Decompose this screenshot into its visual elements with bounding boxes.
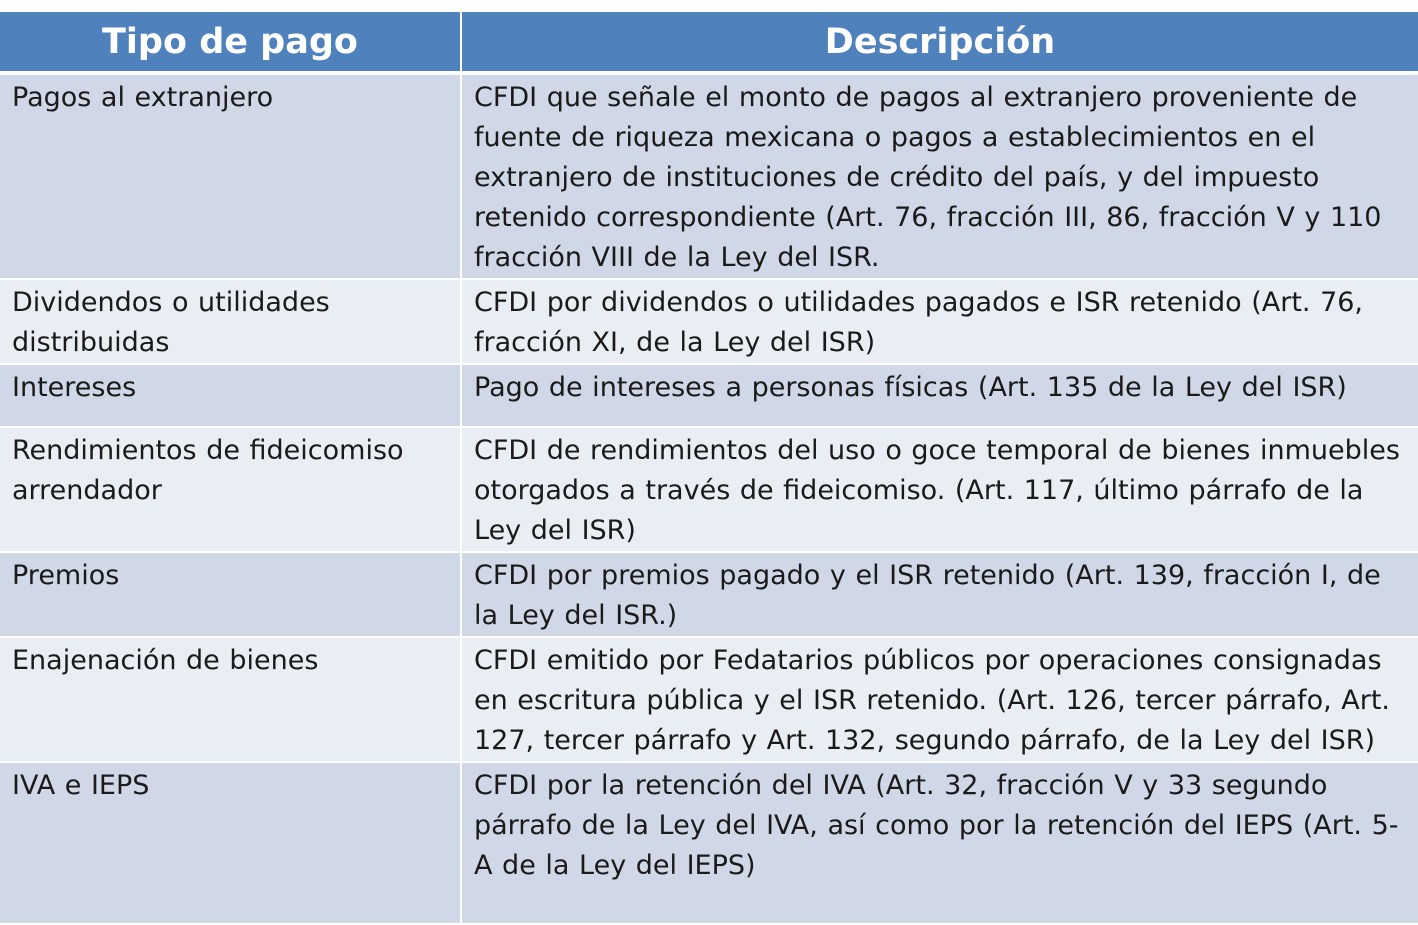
cell-tipo: Pagos al extranjero — [0, 73, 461, 279]
cell-tipo: Premios — [0, 552, 461, 637]
header-descripcion: Descripción — [461, 12, 1418, 73]
table-row — [0, 279, 1418, 364]
cell-descripcion: CFDI por premios pagado y el ISR retenido (Art. 139, fracción I, de la Ley del ISR.) — [461, 552, 1418, 637]
header-tipo-de-pago: Tipo de pago — [0, 12, 461, 73]
table-row — [0, 73, 1418, 279]
cell-tipo: Enajenación de bienes — [0, 637, 461, 762]
cell-descripcion: CFDI que señale el monto de pagos al extranjero proveniente de fuente de riqueza mexicana o pagos a establecimientos en el extranjero de instituciones de crédito del país, y del impuesto retenido correspondiente (Art. 76, fracción III, 86, fracción V y 110 fracción VIII de la Ley del ISR. — [461, 73, 1418, 279]
cell-descripcion: CFDI de rendimientos del uso o goce temporal de bienes inmuebles otorgados a través de fideicomiso. (Art. 117, último párrafo de la Ley del ISR) — [461, 427, 1418, 552]
cell-tipo: Rendimientos de fideicomiso arrendador — [0, 427, 461, 552]
table-row — [0, 364, 1418, 427]
cell-descripcion: CFDI por la retención del IVA (Art. 32, fracción V y 33 segundo párrafo de la Ley del IVA, así como por la retención del IEPS (Art. 5-A de la Ley del IEPS) — [461, 762, 1418, 924]
cell-descripcion: CFDI emitido por Fedatarios públicos por operaciones consignadas en escritura pública y el ISR retenido. (Art. 126, tercer párrafo, Art. 127, tercer párrafo y Art. 132, segundo párrafo, de la Ley del ISR) — [461, 637, 1418, 762]
table-row — [0, 637, 1418, 762]
cell-descripcion: CFDI por dividendos o utilidades pagados e ISR retenido (Art. 76, fracción XI, de la Ley del ISR) — [461, 279, 1418, 364]
cell-tipo: Intereses — [0, 364, 461, 427]
payment-types-table-container — [0, 12, 1418, 925]
table-row — [0, 552, 1418, 637]
cell-descripcion: Pago de intereses a personas físicas (Art. 135 de la Ley del ISR) — [461, 364, 1418, 427]
table-header-row — [0, 12, 1418, 73]
payment-types-table — [0, 12, 1418, 925]
table-row — [0, 762, 1418, 924]
cell-tipo: Dividendos o utilidades distribuidas — [0, 279, 461, 364]
table-row — [0, 427, 1418, 552]
cell-tipo: IVA e IEPS — [0, 762, 461, 924]
